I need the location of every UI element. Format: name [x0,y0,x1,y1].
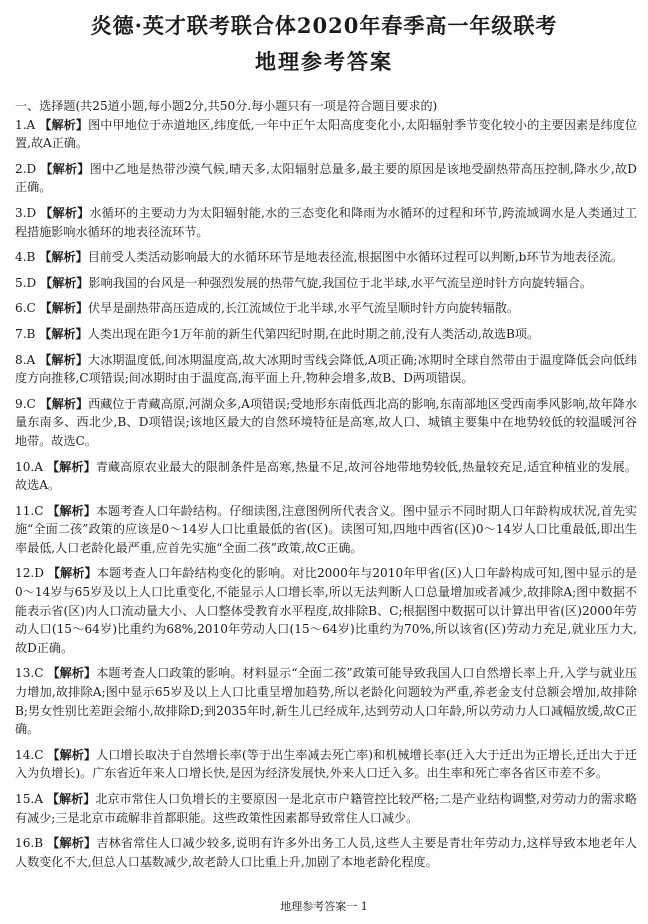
answer-number: 11.C [15,503,44,518]
answer-item [15,502,637,558]
analysis-tag: 【解析】 [47,747,97,762]
analysis-text: 本题考查人口年龄结构。仔细读图,注意图例所代表含义。图中显示不同时期人口年龄构成状况,首先实施“全面二孩”政策的应该是0～14岁人口比重最低的省(区)。读图可知,四地中西省(区)0～14岁人口比重最低,即出生率最低,人口老龄化最严重,应首先实施“全面二孩”政策,故C正确。 [15,503,637,555]
analysis-tag: 【解析】 [39,352,89,367]
answer-item [15,160,637,197]
answer-item [15,458,637,495]
section-heading: 一、选择题(共25道小题,每小题2分,共50分.每小题只有一项是符合题目要求的) [15,99,438,113]
answer-number: 14.C [15,747,44,762]
answer-number: 2.D [15,161,37,176]
answer-item [15,299,637,318]
analysis-text: 伏旱是副热带高压造成的,长江流域位于北半球,水平气流呈顺时针方向旋转辐散。 [88,301,520,316]
analysis-tag: 【解析】 [39,396,89,411]
answer-number: 13.C [15,666,44,681]
answer-item [15,395,637,451]
answer-subtitle: 地理参考答案 [255,50,393,74]
answer-number: 1.A [15,117,36,132]
answer-number: 16.B [15,836,44,851]
answer-item [15,664,637,738]
answer-item [15,790,637,827]
analysis-text: 大冰期温度低,间冰期温度高,故大冰期时雪线会降低,A项正确;冰期时全球自然带由于温度降低会向低纬度方向推移,C项错误;间冰期时由于温度高,海平面上升,物种会增多,故B、D两项错误。 [15,352,637,386]
analysis-text: 青藏高原农业最大的限制条件是高寒,热量不足,故河谷地带地势较低,热量较充足,适宜种植业的发展。故选A。 [15,459,637,493]
answer-number: 15.A [15,792,43,806]
analysis-text: 人口增长取决于自然增长率(等于出生率减去死亡率)和机械增长率(迁入大于迁出为正增长,迁出大于迁入为负增长)。广东省近年来人口增长快,是因为经济发展快,外来人口迁入多。出生率和死亡率各省区市差不多。 [15,747,637,781]
analysis-text: 吉林省常住人口减少较多,说明有许多外出务工人员,这些人主要是青壮年劳动力,这样导致本地老年人人数变化不大,但总人口基数减少,故老龄人口比重上升,加剧了本地老龄化程度。 [15,836,637,869]
answer-number: 12.D [15,566,44,581]
analysis-tag: 【解析】 [39,326,88,341]
answer-number: 7.B [15,326,36,341]
analysis-tag: 【解析】 [40,275,89,290]
answer-number: 3.D [15,205,37,220]
analysis-text: 影响我国的台风是一种强烈发展的热带气旋,我国位于北半球,水平气流呈逆时针方向旋转辐合。 [88,275,593,290]
answer-item [15,746,637,783]
exam-title: 炎德·英才联考联合体2020年春季高一年级联考 [90,13,558,38]
analysis-tag: 【解析】 [46,792,96,806]
analysis-tag: 【解析】 [47,503,96,518]
answer-item [15,564,637,657]
analysis-text: 水循环的主要动力为太阳辐射能,水的三态变化和降雨为水循环的过程和环节,跨流域调水是人类通过工程措施影响水循环的地表径流环节。 [15,205,637,239]
analysis-tag: 【解析】 [40,161,90,176]
analysis-text: 图中甲地位于赤道地区,纬度低,一年中正午太阳高度变化小,太阳辐射季节变化较小的主要因素是纬度位置,故A正确。 [15,117,637,151]
analysis-tag: 【解析】 [39,250,88,265]
answer-content [15,97,637,878]
answer-item [15,351,637,388]
page-footer: 地理参考答案一 1 [280,900,368,913]
analysis-tag: 【解析】 [40,205,90,220]
analysis-tag: 【解析】 [39,117,89,132]
answer-number: 10.A [15,459,43,474]
answer-item [15,116,637,153]
answer-item [15,204,637,241]
answer-list [15,116,637,872]
analysis-text: 目前受人类活动影响最大的水循环环节是地表径流,根据图中水循环过程可以判断,b环节为地表径流。 [87,250,624,265]
analysis-tag: 【解析】 [47,666,97,681]
answer-item [15,834,637,871]
analysis-tag: 【解析】 [47,836,97,851]
analysis-text: 本题考查人口政策的影响。材料显示“全面二孩”政策可能导致我国人口自然增长率上升,入学与就业压力增加,故排除A;图中显示65岁及以上人口比重呈增加趋势,所以老龄化问题较为严重,养老金支付总额会增加,故排除B;男女性别比差距会缩小,故排除D;到2035年时,新生儿已经成年,达到劳动人口年龄,所以劳动力人口减幅放缓,故C正确。 [15,666,637,737]
answer-item [15,325,637,344]
analysis-text: 北京市常住人口负增长的主要原因一是北京市户籍管控比较严格;二是产业结构调整,对劳动力的需求略有减少;三是北京市疏解非首都职能。这些政策性因素都导致常住人口减少。 [15,792,637,825]
analysis-tag: 【解析】 [46,459,96,474]
analysis-tag: 【解析】 [39,301,89,316]
answer-item [15,248,637,267]
answer-number: 6.C [15,301,36,316]
analysis-text: 人类出现在距今1万年前的新生代第四纪时期,在此时期之前,没有人类活动,故选B项。 [87,326,540,341]
answer-number: 5.D [15,275,37,290]
answer-number: 8.A [15,352,36,367]
analysis-text: 本题考查人口年龄结构变化的影响。对比2000年与2010年甲省(区)人口年龄构成可知,图中显示的是0～14岁与65岁及以上人口比重变化,不能显示人口增长率,所以无法判断人口总量增加或者减少,故排除A;图中数据不能表示省(区)内人口流动量大小、人口整体受教育水平程度,故排除B、C;根据图中数据可以计算出甲省(区)2000年劳动人口(15～64岁)比重约为68%,2010年劳动人口(15～64岁)比重约为70%,所以该省(区)劳动力充足,就业压力大,故D正确。 [15,566,637,655]
answer-item [15,274,637,293]
analysis-text: 图中乙地是热带沙漠气候,晴天多,太阳辐射总量多,最主要的原因是该地受副热带高压控制,降水少,故D正确。 [15,161,637,195]
analysis-text: 西藏位于青藏高原,河湖众多,A项错误;受地形东南低西北高的影响,东南部地区受西南季风影响,故年降水量东南多、西北少,B、D项错误;该地区最大的自然环境特征是高寒,故人口、城镇主要集中在地势较低的较温暖河谷地带。故选C。 [15,396,637,448]
analysis-tag: 【解析】 [47,566,97,581]
answer-number: 4.B [15,250,36,265]
answer-number: 9.C [15,396,36,411]
